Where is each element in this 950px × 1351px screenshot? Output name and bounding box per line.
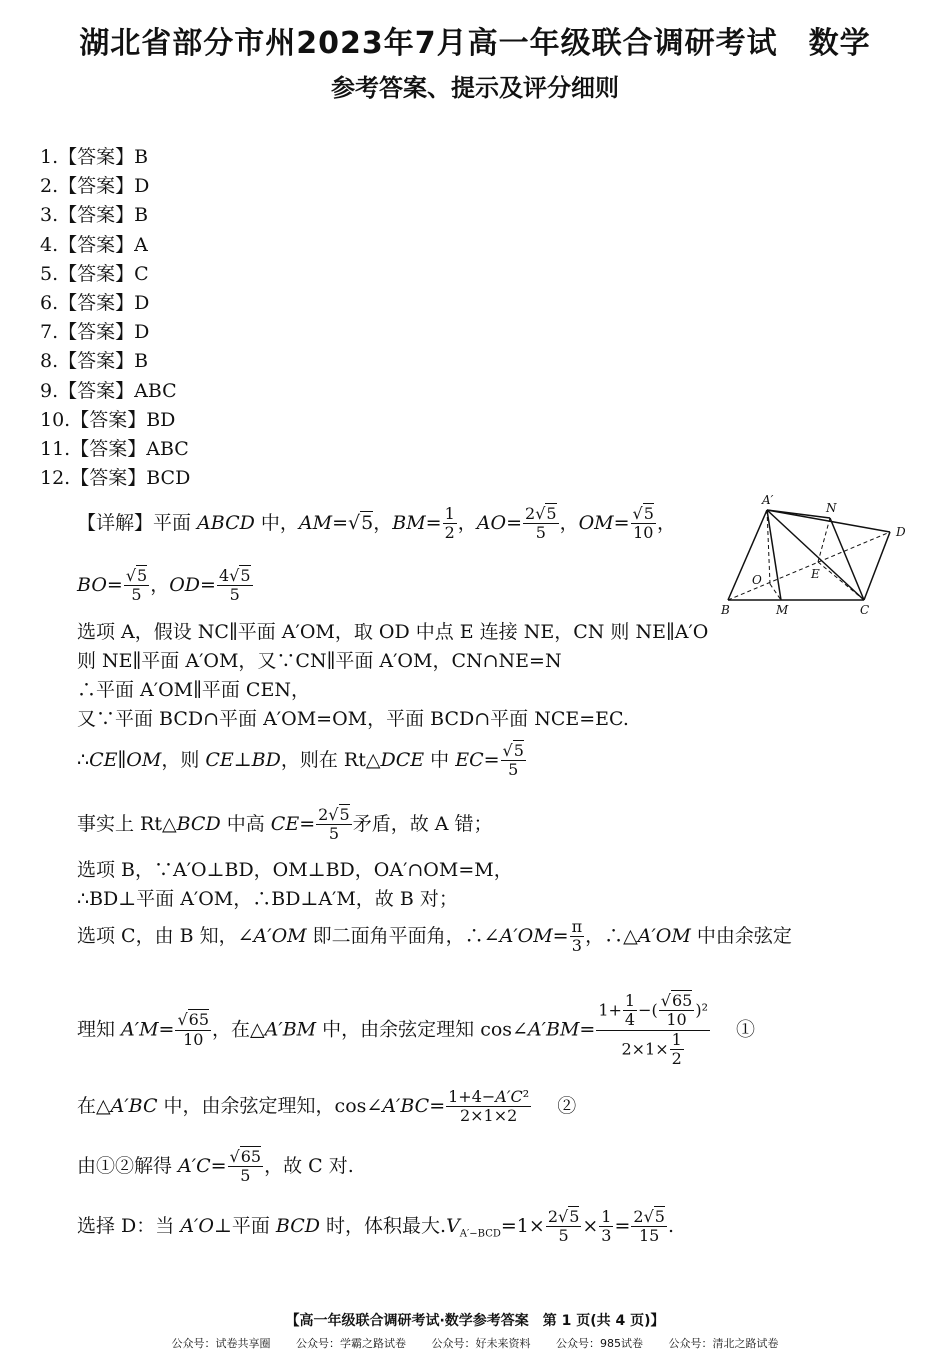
edge-n-e — [818, 518, 830, 562]
detail-option-c: 选项 C，由 B 知，∠A′OM 即二面角平面角，∴∠A′OM= $\frac{\pi}{3}$ ，∴△A′OM 中由余弦定 — [77, 917, 792, 956]
label-a: A′ — [762, 493, 774, 507]
detail-line: 选项 A，假设 NC∥平面 A′OM，取 OD 中点 E 连接 NE，CN 则 NE∥A′O — [77, 621, 709, 643]
answer-item: 9.【答案】ABC — [40, 379, 177, 402]
detail-contradiction: 事实上 Rt△BCD 中高 CE= $\frac{2√5}{5}$ 矛盾，故 A 错； — [77, 805, 493, 844]
edge-a-n — [767, 510, 830, 518]
detail-line: 又∵平面 BCD∩平面 A′OM=OM，平面 BCD∩平面 NCE=EC. — [77, 708, 629, 730]
answer-item: 4.【答案】A — [40, 233, 148, 256]
answer-item: 2.【答案】D — [40, 175, 150, 198]
detail-line: ∴BD⊥平面 A′OM，∴BD⊥A′M，故 B 对； — [77, 888, 458, 910]
page-subtitle: 参考答案、提示及评分细则 — [331, 74, 619, 102]
answer-list — [40, 143, 190, 493]
detail-option-d: 选择 D：当 A′O⊥平面 BCD 时，体积最大$.V_{A'-BCD}=1\times$ $\frac{2√5}{5}$ × $\frac{1}{3}$ = $\frac{2√5}{15}$ . — [77, 1207, 675, 1246]
answer-item: 6.【答案】D — [40, 291, 150, 314]
answer-item: 1.【答案】B — [40, 146, 149, 168]
public-accounts — [0, 1335, 950, 1351]
answer-item: 10.【答案】BD — [40, 408, 176, 431]
public-account: 公众号：清北之路试卷 — [668, 1337, 779, 1350]
detail-intro: 【详解】平面 ABCD 中，AM=√5，BM= $\frac{1}{2}$ ，AO= $\frac{2√5}{5}$ ，OM= $\frac{√5}{10}$ ， — [77, 504, 676, 543]
answer-item: 11.【答案】ABC — [40, 437, 189, 460]
public-account: 公众号：试卷共享圈 — [171, 1337, 271, 1350]
label-n: N — [826, 501, 837, 515]
edge-a-c — [767, 510, 864, 600]
detail-ac: 由①②解得 A′C= $\frac{√65}{5}$ ，故 C 对. — [77, 1147, 354, 1186]
answer-item: 12.【答案】BCD — [40, 467, 191, 490]
public-account: 公众号：985试卷 — [556, 1337, 643, 1350]
detail-cos-abm: 理知 A′M= $\frac{√65}{10}$ ，在△A′BM 中，由余弦定理知 cos∠A′BM= 1+ $\frac{1}{4}$ −( $\frac{√65}{10}$ )² 2×1× $\frac{1}{2}$ ① — [77, 991, 756, 1069]
label-c: C — [860, 603, 870, 617]
geometry-figure — [718, 492, 918, 622]
detail-bo-od: BO= $\frac{√5}{5}$ ，OD= $\frac{4√5}{5}$ — [77, 566, 251, 605]
detail-cos-abc: 在△A′BC 中，由余弦定理知，cos∠A′BC= $\frac{\text{1+4−A′C²}}{2\times 1\times 2}$ ② — [77, 1087, 577, 1126]
label-d: D — [896, 525, 906, 539]
edge-e-c — [818, 562, 864, 600]
answer-item: 7.【答案】D — [40, 321, 150, 344]
label-e: E — [811, 567, 820, 581]
label-m: M — [776, 603, 789, 617]
label-o: O — [752, 573, 762, 587]
page-title: 湖北省部分市州2023年7月高一年级联合调研考试 数学 — [79, 26, 871, 61]
answer-item: 3.【答案】B — [40, 204, 149, 227]
page-footer: 【高一年级联合调研考试·数学参考答案 第 1 页(共 4 页)】 — [285, 1313, 665, 1329]
detail-line: 选项 B，∵A′O⊥BD，OM⊥BD，OA′∩OM=M， — [77, 859, 513, 881]
label-b: B — [721, 603, 730, 617]
edge-n-c — [830, 518, 864, 600]
answer-item: 8.【答案】B — [40, 350, 149, 373]
public-account: 公众号：好未来资料 — [431, 1337, 531, 1350]
edge-c-d — [864, 532, 890, 600]
detail-ce-om: ∴CE∥OM，则 CE⊥BD，则在 Rt△DCE 中 EC= $\frac{√5}{5}$ — [77, 741, 524, 780]
public-account: 公众号：学霸之路试卷 — [296, 1337, 406, 1350]
detail-line: ∴平面 A′OM∥平面 CEN， — [77, 679, 310, 701]
detail-line: 则 NE∥平面 A′OM，又∵CN∥平面 A′OM，CN∩NE=N — [77, 650, 562, 672]
answer-item: 5.【答案】C — [40, 262, 149, 285]
